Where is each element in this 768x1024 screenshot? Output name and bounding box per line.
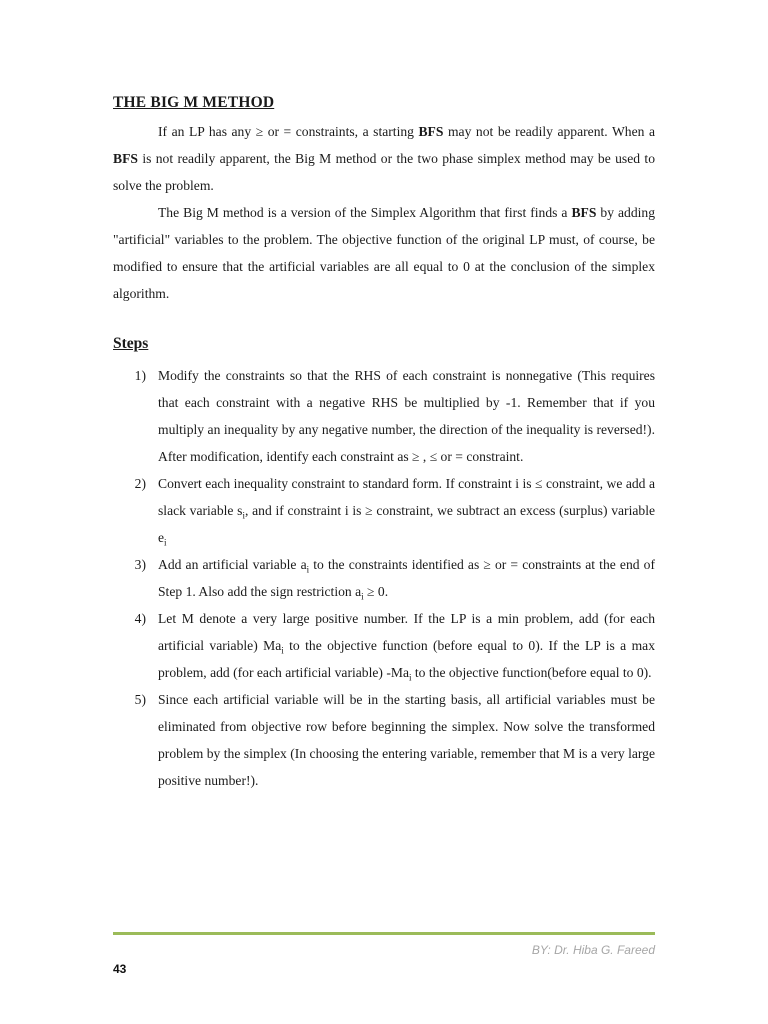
step-4-text-1: Let M denote a very large positive number. If the LP is a min problem, add (for each artificial variable) Ma	[158, 611, 655, 653]
subscript: i	[306, 564, 310, 575]
step-item-1	[113, 362, 655, 470]
footer-author: BY: Dr. Hiba G. Fareed	[531, 943, 655, 957]
intro-p1-text-1: If an LP has any ≥ or = constraints, a starting	[158, 124, 419, 139]
step-4-text-3: to the objective function(before equal to 0).	[411, 665, 652, 680]
step-5-text: Since each artificial variable will be in the starting basis, all artificial variables must be eliminated from objective row before beginning the simplex. Now solve the transformed problem by the simplex (In choosing the entering variable, remember that M is a very large positive number!).	[158, 692, 655, 788]
subscript: i	[242, 510, 245, 521]
intro-paragraph-1	[113, 118, 655, 199]
step-number-wrap	[113, 686, 158, 794]
step-1-text: Modify the constraints so that the RHS of each constraint is nonnegative (This requires that each constraint with a negative RHS be multiplied by -1. Remember that if you multiply an inequality by any negative number, the direction of the inequality is reversed!). After modification, identify each constraint as ≥ , ≤ or = constraint.	[158, 368, 655, 464]
subscript: i	[281, 645, 284, 656]
intro-p2-bold-1: BFS	[571, 205, 597, 220]
step-number-wrap	[113, 551, 158, 605]
intro-paragraph-2	[113, 199, 655, 307]
steps-list	[113, 362, 655, 794]
step-2-text-1: Convert each inequality constraint to standard form. If constraint i is ≤ constraint, we add a slack variable s	[158, 476, 655, 518]
step-3-text-3: ≥ 0.	[363, 584, 389, 599]
step-number-wrap	[113, 362, 158, 470]
step-text	[158, 551, 655, 605]
step-text	[158, 470, 655, 551]
footer-divider	[113, 932, 655, 935]
step-number: 5)	[134, 692, 146, 707]
subscript: i	[164, 537, 167, 548]
step-4-text-2: to the objective function (before equal to 0). If the LP is a max problem, add (for each artificial variable) -Ma	[158, 638, 655, 680]
page-number: 43	[113, 962, 127, 976]
intro-p1-text-2: may not be readily apparent. When a	[443, 124, 655, 139]
step-number: 2)	[134, 476, 146, 491]
step-item-5	[113, 686, 655, 794]
step-number: 4)	[134, 611, 146, 626]
step-item-3	[113, 551, 655, 605]
step-item-4	[113, 605, 655, 686]
intro-p2-text-2: by adding "artificial" variables to the problem. The objective function of the original LP must, of course, be modified to ensure that the artificial variables are all equal to 0 at the conclusion of the simplex algorithm.	[113, 205, 655, 301]
step-text	[158, 605, 655, 686]
step-text	[158, 362, 655, 470]
step-item-2	[113, 470, 655, 551]
intro-p1-text-3: is not readily apparent, the Big M method or the two phase simplex method may be used to solve the problem.	[113, 151, 655, 193]
step-number: 3)	[134, 557, 146, 572]
step-3-text-1: Add an artificial variable a	[158, 557, 307, 572]
subscript: i	[361, 591, 364, 602]
step-text	[158, 686, 655, 794]
step-number: 1)	[134, 368, 146, 383]
intro-p2-text-1: The Big M method is a version of the Simplex Algorithm that first finds a	[158, 205, 572, 220]
step-number-wrap	[113, 470, 158, 551]
page-title: THE BIG M METHOD	[113, 94, 275, 111]
steps-heading: Steps	[113, 335, 149, 352]
subscript: i	[408, 672, 412, 683]
step-3-text-2: to the constraints identified as ≥ or = constraints at the end of Step 1. Also add the sign restriction a	[158, 557, 655, 599]
step-number-wrap	[113, 605, 158, 686]
step-2-text-2: , and if constraint i is ≥ constraint, we subtract an excess (surplus) variable e	[158, 503, 656, 545]
intro-p1-bold-2: BFS	[113, 151, 138, 166]
intro-p1-bold-1: BFS	[418, 124, 444, 139]
